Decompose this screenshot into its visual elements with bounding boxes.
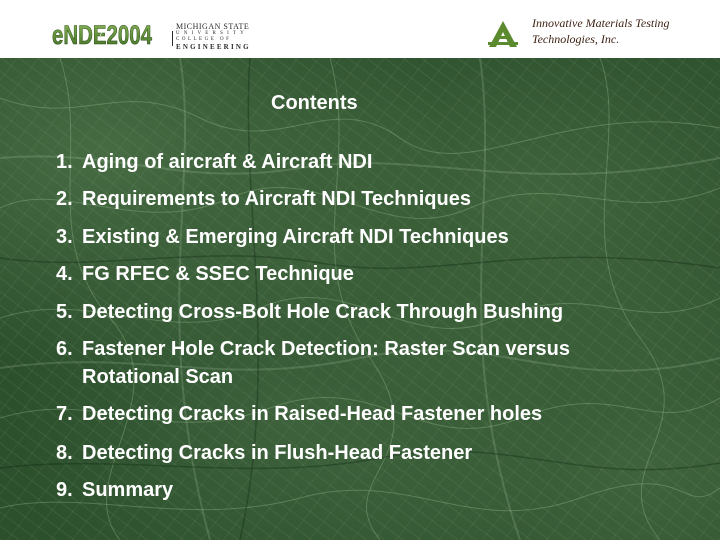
company-name-line1: Innovative Materials Testing (532, 16, 670, 30)
slide-title: Contents (271, 92, 358, 114)
list-item (56, 400, 542, 428)
item-text: Detecting Cross-Bolt Hole Crack Through Bushing (82, 301, 564, 323)
list-item (56, 298, 563, 326)
item-text: FG RFEC & SSEC Technique (82, 263, 354, 285)
item-text: Existing & Emerging Aircraft NDI Techniques (82, 226, 509, 248)
item-number: 6. (56, 338, 73, 360)
list-item (56, 476, 173, 504)
list-item (56, 185, 471, 213)
item-number: 2. (56, 188, 73, 210)
msu-logo-line3: COLLEGE OF (176, 37, 232, 42)
msu-logo-line4: ENGINEERING (176, 43, 251, 51)
item-number: 8. (56, 442, 73, 464)
item-text-continued: Rotational Scan (82, 366, 234, 388)
conference-logo-text: eNDE2004 (52, 20, 152, 50)
item-text: Fastener Hole Crack Detection: Raster Scan versus (82, 338, 570, 360)
msu-logo-line1: MICHIGAN STATE (176, 22, 250, 31)
item-text: Requirements to Aircraft NDI Techniques (82, 188, 471, 210)
item-number: 9. (56, 479, 73, 501)
list-item (56, 439, 472, 467)
list-item (56, 148, 372, 176)
company-name-line2: Technologies, Inc. (532, 32, 620, 46)
msu-logo-line2: UNIVERSITY (176, 31, 248, 36)
item-text: Detecting Cracks in Raised-Head Fastener holes (82, 403, 543, 425)
list-item (56, 260, 354, 288)
item-text: Detecting Cracks in Flush-Head Fastener (82, 442, 473, 464)
item-number: 7. (56, 403, 73, 425)
item-text: Summary (82, 479, 174, 501)
item-number: 5. (56, 301, 73, 323)
item-number: 4. (56, 263, 73, 285)
list-item (56, 335, 570, 388)
list-item (56, 223, 509, 251)
item-number: 1. (56, 151, 73, 173)
item-number: 3. (56, 226, 73, 248)
slide-number: 7 (99, 31, 103, 38)
item-text: Aging of aircraft & Aircraft NDI (82, 151, 373, 173)
